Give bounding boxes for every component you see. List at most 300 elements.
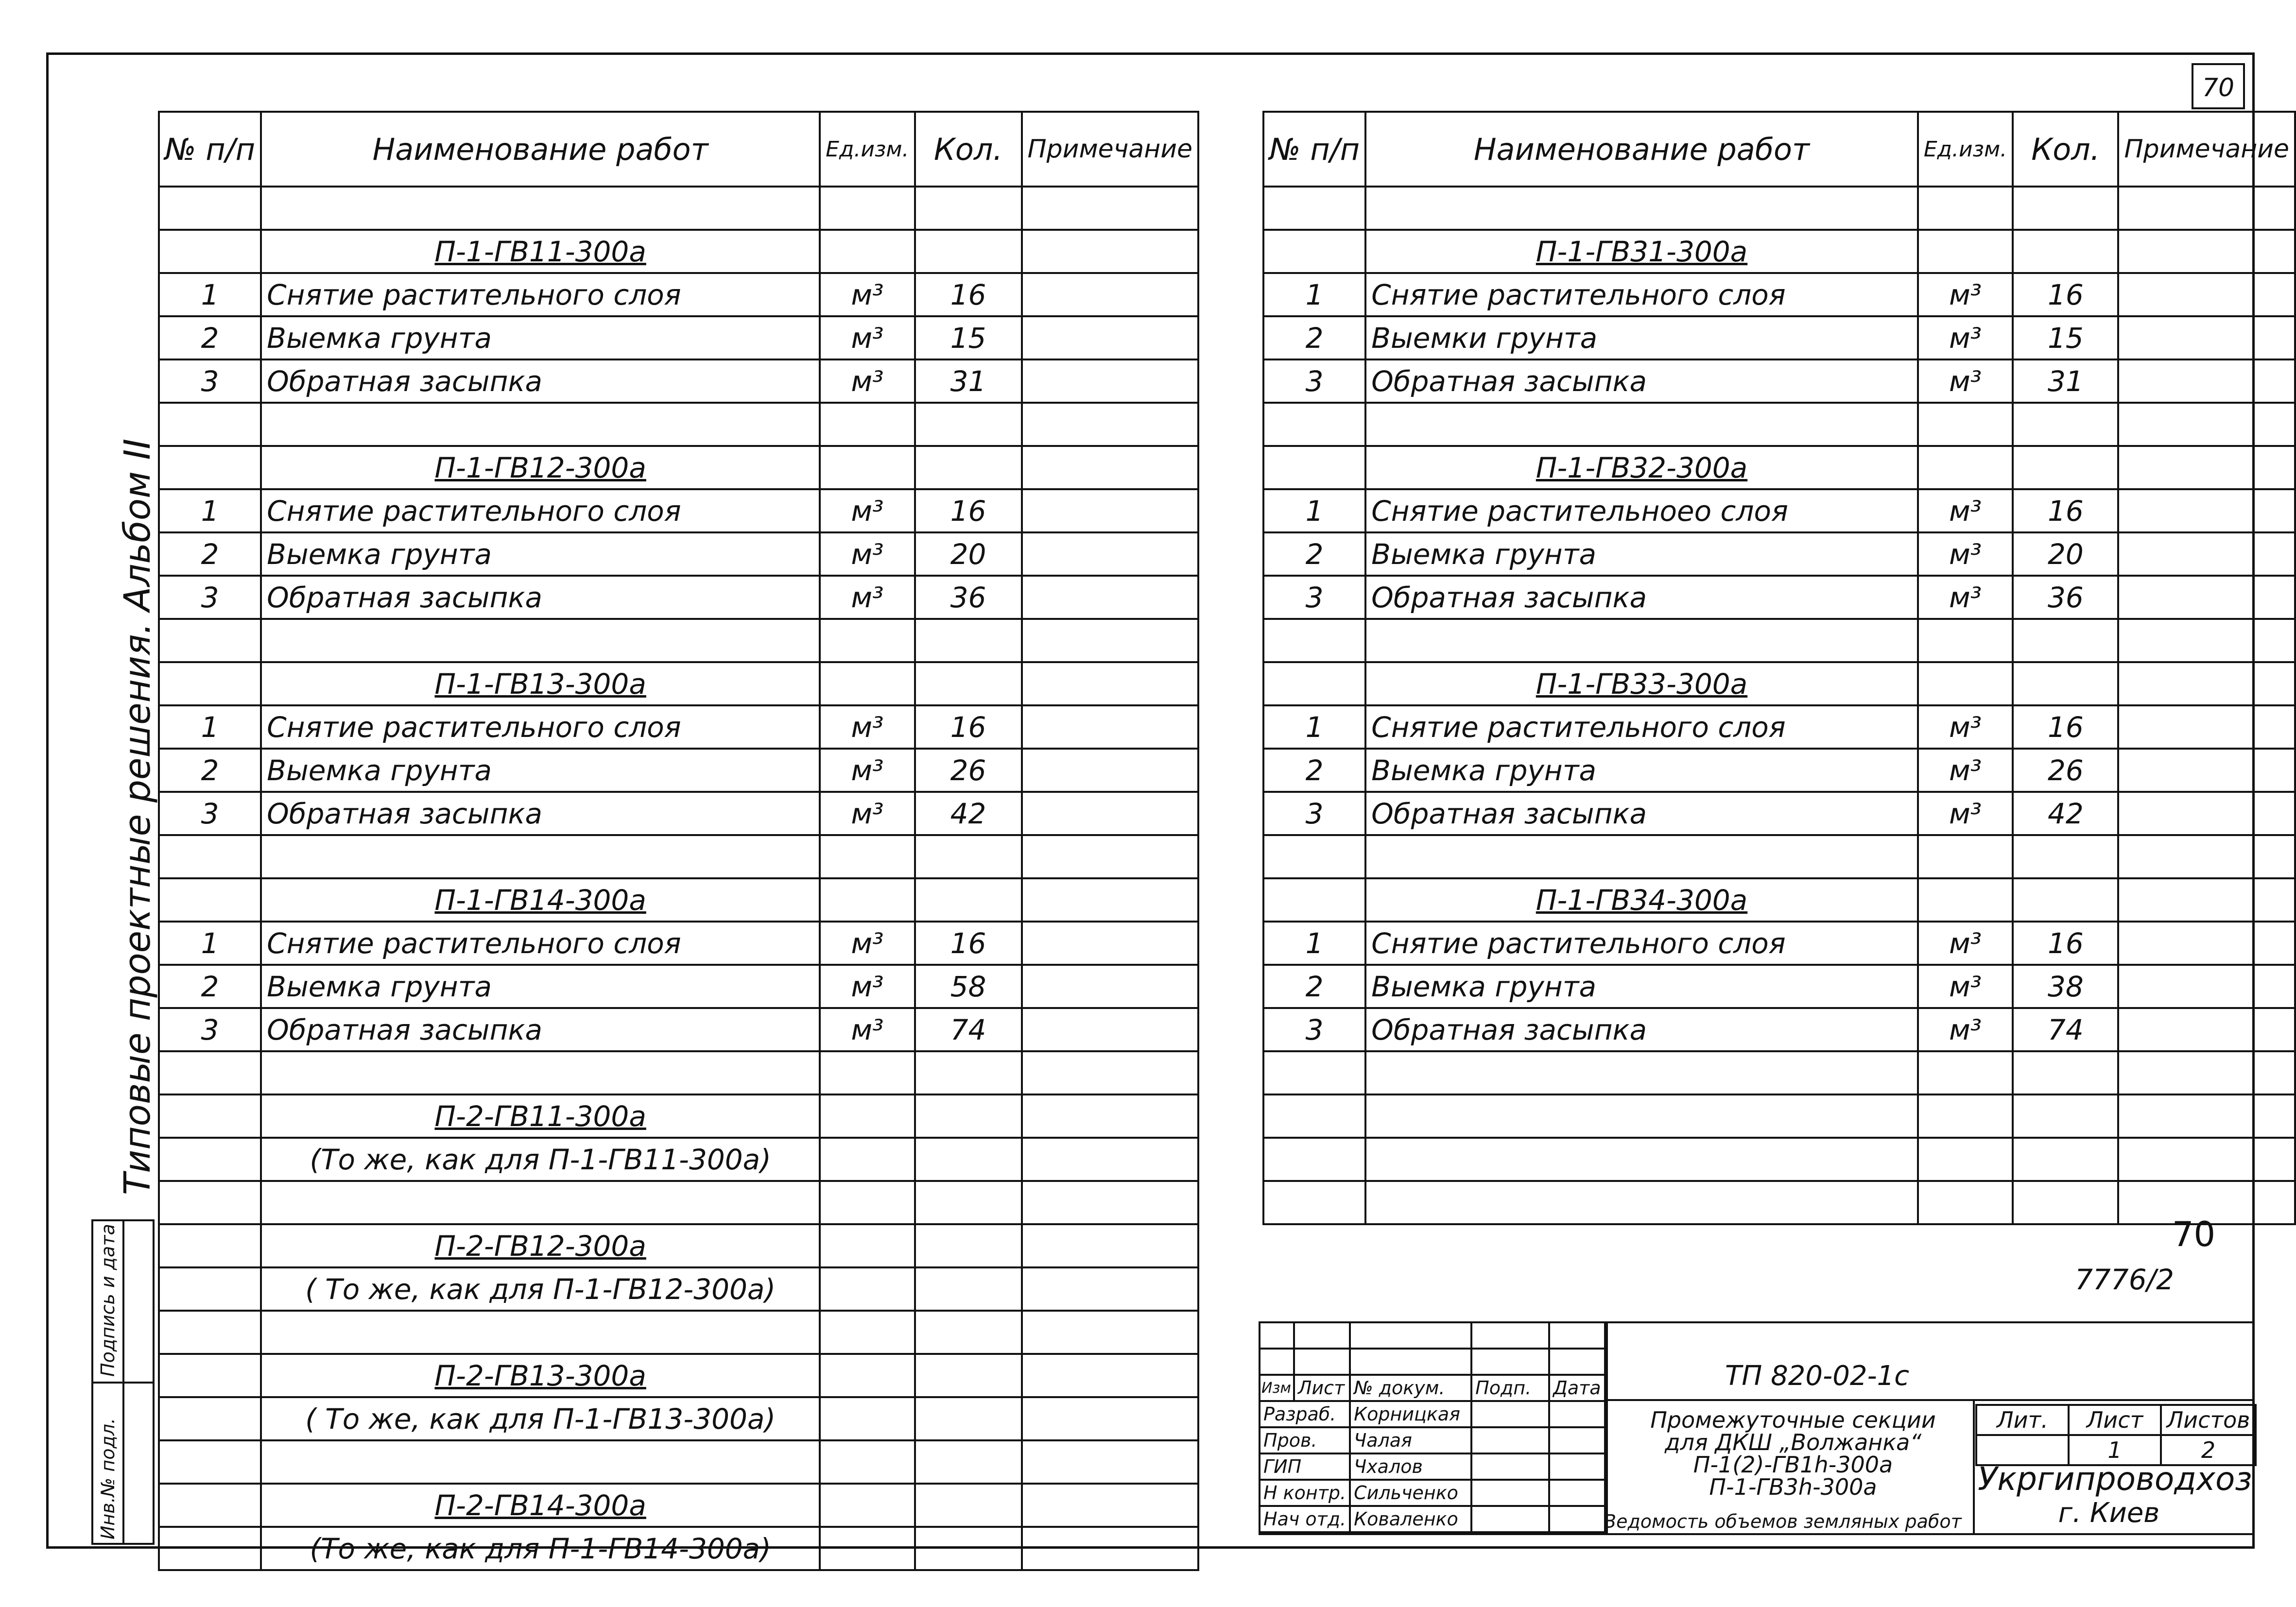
empty-cell [1365, 835, 1918, 878]
empty-cell [159, 1311, 261, 1354]
work-name: Выемка грунта [261, 965, 820, 1008]
quantity: 58 [915, 965, 1022, 1008]
empty-cell [915, 1397, 1022, 1440]
row-number: 1 [159, 489, 261, 532]
remark [1022, 1008, 1199, 1051]
empty-cell [1918, 835, 2013, 878]
empty-cell [2118, 835, 2295, 878]
title-line: Промежуточные секции [1650, 1407, 1936, 1433]
empty-cell [261, 1311, 820, 1354]
unit: м³ [820, 316, 915, 359]
empty-cell [1022, 1267, 1199, 1311]
signer-role: ГИП [1260, 1453, 1350, 1480]
empty-cell [915, 187, 1022, 230]
remark [2118, 576, 2295, 619]
work-name: Снятие растительноео слоя [1365, 489, 1918, 532]
empty-cell [159, 1181, 261, 1224]
empty-cell [261, 1440, 820, 1484]
work-name: Выемки грунта [1365, 316, 1918, 359]
empty-cell [915, 1224, 1022, 1267]
section-title-row [159, 1354, 1198, 1397]
empty-cell [1263, 835, 1365, 878]
quantity: 16 [915, 705, 1022, 749]
empty-cell [2118, 1138, 2295, 1181]
empty-cell [261, 403, 820, 446]
work-row [1263, 532, 2295, 576]
empty-cell [1918, 1138, 2013, 1181]
signer-name: Чхалов [1350, 1453, 1471, 1480]
empty-cell [915, 835, 1022, 878]
empty-cell [1918, 187, 2013, 230]
empty-cell [1022, 835, 1199, 878]
empty-cell [159, 1094, 261, 1138]
signer-role: Пров. [1260, 1427, 1350, 1453]
empty-cell [915, 403, 1022, 446]
section-title: П-1-ГВ13-300а [261, 662, 820, 705]
row-number: 2 [159, 316, 261, 359]
empty-row [159, 403, 1198, 446]
quantity: 74 [2013, 1008, 2118, 1051]
section-title: (То же, как для П-1-ГВ11-300а) [261, 1138, 820, 1181]
remark [2118, 792, 2295, 835]
empty-cell [2118, 662, 2295, 705]
unit: м³ [1918, 359, 2013, 403]
signer-row [1260, 1427, 1605, 1453]
remark [1022, 749, 1199, 792]
remark [1022, 576, 1199, 619]
title-block-signatures [1259, 1321, 1606, 1533]
empty-cell [1918, 619, 2013, 662]
section-title-row [159, 1484, 1198, 1527]
work-name: Обратная засыпка [1365, 359, 1918, 403]
empty-cell [820, 878, 915, 922]
work-name: Снятие растительного слоя [261, 922, 820, 965]
work-name: Выемка грунта [1365, 749, 1918, 792]
signer-name: Корницкая [1350, 1401, 1471, 1427]
unit: м³ [820, 273, 915, 316]
work-row [159, 965, 1198, 1008]
section-title: П-2-ГВ12-300а [261, 1224, 820, 1267]
row-number: 2 [159, 532, 261, 576]
empty-cell [1022, 662, 1199, 705]
empty-cell [820, 1181, 915, 1224]
sheet-label: Лист [2069, 1405, 2161, 1435]
row-number: 3 [1263, 1008, 1365, 1051]
empty-cell [2013, 835, 2118, 878]
remark [1022, 965, 1199, 1008]
empty-row [159, 1051, 1198, 1094]
unit: м³ [1918, 792, 2013, 835]
empty-cell [1022, 1094, 1199, 1138]
organization [1978, 1460, 2252, 1530]
empty-cell [1263, 187, 1365, 230]
empty-cell [1022, 1311, 1199, 1354]
col-sign: Подп. [1471, 1375, 1549, 1401]
empty-cell [820, 835, 915, 878]
empty-cell [915, 1311, 1022, 1354]
section-title-row [159, 1527, 1198, 1570]
section-title-row [159, 446, 1198, 489]
unit: м³ [1918, 922, 2013, 965]
signer-role: Н контр. [1260, 1480, 1350, 1506]
section-title: П-1-ГВ33-300а [1365, 662, 1918, 705]
remark [2118, 705, 2295, 749]
row-number: 2 [159, 749, 261, 792]
empty-row [1263, 619, 2295, 662]
empty-cell [1022, 878, 1199, 922]
work-row [159, 532, 1198, 576]
section-title: ( То же, как для П-1-ГВ13-300а) [261, 1397, 820, 1440]
title-block-header-row [1260, 1375, 1605, 1401]
section-title-row [1263, 230, 2295, 273]
work-row [159, 316, 1198, 359]
empty-cell [2013, 662, 2118, 705]
header-num: № п/п [159, 112, 261, 187]
work-row [1263, 792, 2295, 835]
empty-row [1263, 1094, 2295, 1138]
empty-cell [1365, 619, 1918, 662]
empty-cell [820, 403, 915, 446]
work-name: Снятие растительного слоя [261, 489, 820, 532]
empty-cell [159, 230, 261, 273]
section-title-row [1263, 878, 2295, 922]
work-row [159, 576, 1198, 619]
empty-cell [820, 662, 915, 705]
unit: м³ [1918, 705, 2013, 749]
quantity: 16 [2013, 489, 2118, 532]
col-date: Дата [1549, 1375, 1605, 1401]
work-name: Выемка грунта [261, 316, 820, 359]
empty-cell [820, 1138, 915, 1181]
section-title: П-1-ГВ12-300а [261, 446, 820, 489]
work-name: Выемка грунта [1365, 965, 1918, 1008]
section-title: ( То же, как для П-1-ГВ12-300а) [261, 1267, 820, 1311]
empty-cell [915, 1440, 1022, 1484]
work-row [159, 273, 1198, 316]
empty-cell [2013, 1181, 2118, 1224]
quantity: 31 [2013, 359, 2118, 403]
lit-label: Лит. [1976, 1405, 2069, 1435]
side-album-title: Типовые проектные решения. Альбом II [117, 438, 158, 1195]
empty-cell [159, 1527, 261, 1570]
unit: м³ [1918, 273, 2013, 316]
work-name: Обратная засыпка [1365, 792, 1918, 835]
remark [2118, 359, 2295, 403]
empty-cell [159, 1440, 261, 1484]
empty-cell [1918, 230, 2013, 273]
work-row [1263, 576, 2295, 619]
organization-name: Укргипроводхоз [1978, 1460, 2252, 1498]
work-name: Выемка грунта [261, 749, 820, 792]
section-title-row [159, 662, 1198, 705]
empty-row [159, 619, 1198, 662]
empty-cell [1365, 1138, 1918, 1181]
empty-cell [1263, 1138, 1365, 1181]
empty-cell [1263, 1181, 1365, 1224]
empty-cell [261, 1181, 820, 1224]
quantity: 36 [2013, 576, 2118, 619]
empty-cell [1263, 878, 1365, 922]
empty-cell [820, 1311, 915, 1354]
empty-cell [2013, 230, 2118, 273]
sheet-value: 1 [2069, 1435, 2161, 1465]
row-number: 3 [159, 1008, 261, 1051]
unit: м³ [820, 965, 915, 1008]
empty-cell [820, 1397, 915, 1440]
row-number: 1 [159, 922, 261, 965]
signer-role: Разраб. [1260, 1401, 1350, 1427]
empty-cell [2013, 187, 2118, 230]
quantity: 20 [915, 532, 1022, 576]
work-row [1263, 705, 2295, 749]
unit: м³ [820, 792, 915, 835]
quantity: 16 [915, 273, 1022, 316]
empty-cell [1918, 1181, 2013, 1224]
remark [1022, 532, 1199, 576]
section-title: П-1-ГВ11-300а [261, 230, 820, 273]
empty-cell [2013, 446, 2118, 489]
work-name: Снятие растительного слоя [1365, 273, 1918, 316]
header-remark: Примечание [1022, 112, 1199, 187]
section-title-row [1263, 662, 2295, 705]
empty-cell [820, 1527, 915, 1570]
work-name: Обратная засыпка [261, 1008, 820, 1051]
empty-cell [1022, 1440, 1199, 1484]
empty-cell [915, 1051, 1022, 1094]
empty-cell [2013, 1051, 2118, 1094]
empty-cell [915, 878, 1022, 922]
signer-name: Сильченко [1350, 1480, 1471, 1506]
empty-cell [915, 446, 1022, 489]
empty-row [159, 1440, 1198, 1484]
empty-cell [1022, 1397, 1199, 1440]
work-name: Выемка грунта [1365, 532, 1918, 576]
work-name: Обратная засыпка [261, 792, 820, 835]
unit: м³ [1918, 489, 2013, 532]
signer-row [1260, 1480, 1605, 1506]
empty-cell [1022, 1527, 1199, 1570]
quantity: 31 [915, 359, 1022, 403]
empty-cell [159, 1397, 261, 1440]
work-name: Выемка грунта [261, 532, 820, 576]
quantity: 26 [2013, 749, 2118, 792]
empty-cell [915, 230, 1022, 273]
signer-row [1260, 1401, 1605, 1427]
remark [1022, 792, 1199, 835]
left-signature-strip [91, 1219, 155, 1545]
strip-label-inventory: Инв.№ подл. [97, 1418, 119, 1539]
unit: м³ [1918, 965, 2013, 1008]
quantity: 16 [915, 489, 1022, 532]
header-num: № п/п [1263, 112, 1365, 187]
empty-cell [915, 1138, 1022, 1181]
row-number: 3 [159, 359, 261, 403]
work-row [159, 359, 1198, 403]
section-title-row [159, 230, 1198, 273]
empty-cell [915, 1094, 1022, 1138]
empty-cell [159, 878, 261, 922]
empty-cell [1365, 1051, 1918, 1094]
section-title: П-1-ГВ31-300а [1365, 230, 1918, 273]
work-name: Обратная засыпка [261, 359, 820, 403]
section-title: П-1-ГВ34-300а [1365, 878, 1918, 922]
empty-cell [1022, 1051, 1199, 1094]
section-title-row [159, 1094, 1198, 1138]
title-line: П-1(2)-ГВ1h-300а [1693, 1452, 1893, 1478]
work-row [159, 792, 1198, 835]
empty-cell [159, 835, 261, 878]
empty-cell [2118, 1094, 2295, 1138]
remark [2118, 1008, 2295, 1051]
empty-cell [820, 446, 915, 489]
header-name: Наименование работ [261, 112, 820, 187]
document-subtitle: Ведомость объемов земляных работ [1604, 1511, 1962, 1532]
empty-cell [1918, 662, 2013, 705]
work-row [1263, 489, 2295, 532]
empty-cell [1022, 1224, 1199, 1267]
quantity: 15 [915, 316, 1022, 359]
section-title: П-2-ГВ13-300а [261, 1354, 820, 1397]
row-number: 3 [1263, 359, 1365, 403]
remark [2118, 489, 2295, 532]
work-row [159, 489, 1198, 532]
unit: м³ [820, 489, 915, 532]
unit: м³ [820, 922, 915, 965]
header-name: Наименование работ [1365, 112, 1918, 187]
quantity: 16 [2013, 273, 2118, 316]
empty-cell [159, 619, 261, 662]
strip-divider [122, 1221, 126, 1543]
empty-cell [1022, 403, 1199, 446]
right-works-table [1262, 111, 2296, 1225]
work-name: Снятие растительного слоя [1365, 705, 1918, 749]
header-unit: Ед.изм. [1918, 112, 2013, 187]
empty-cell [1918, 403, 2013, 446]
unit: м³ [820, 359, 915, 403]
quantity: 16 [915, 922, 1022, 965]
header-qty: Кол. [915, 112, 1022, 187]
empty-cell [1263, 1094, 1365, 1138]
unit: м³ [1918, 749, 2013, 792]
remark [1022, 489, 1199, 532]
section-title: (То же, как для П-1-ГВ14-300а) [261, 1527, 820, 1570]
empty-cell [820, 1267, 915, 1311]
empty-cell [1263, 619, 1365, 662]
left-works-table [158, 111, 1199, 1571]
section-title-row [1263, 446, 2295, 489]
empty-cell [1365, 187, 1918, 230]
col-izm: Изм [1260, 1375, 1294, 1401]
empty-cell [261, 1051, 820, 1094]
empty-cell [915, 1181, 1022, 1224]
empty-cell [915, 1484, 1022, 1527]
empty-cell [820, 1051, 915, 1094]
work-row [1263, 1008, 2295, 1051]
empty-row [1263, 403, 2295, 446]
empty-cell [2118, 446, 2295, 489]
empty-cell [2013, 1094, 2118, 1138]
empty-cell [1365, 1094, 1918, 1138]
empty-cell [261, 835, 820, 878]
unit: м³ [820, 576, 915, 619]
work-name: Снятие растительного слоя [261, 273, 820, 316]
work-name: Обратная засыпка [261, 576, 820, 619]
title-line: для ДКШ „Волжанка“ [1664, 1429, 1922, 1455]
empty-cell [2118, 1051, 2295, 1094]
work-row [1263, 316, 2295, 359]
work-row [1263, 965, 2295, 1008]
empty-cell [1263, 403, 1365, 446]
empty-cell [2013, 403, 2118, 446]
row-number: 3 [1263, 792, 1365, 835]
section-title-row [159, 1267, 1198, 1311]
empty-cell [2118, 878, 2295, 922]
row-number: 1 [1263, 922, 1365, 965]
empty-cell [159, 1484, 261, 1527]
empty-cell [1918, 446, 2013, 489]
empty-row [1263, 1051, 2295, 1094]
empty-row [159, 187, 1198, 230]
row-number: 3 [159, 576, 261, 619]
section-title-row [159, 1138, 1198, 1181]
col-list: Лист [1294, 1375, 1350, 1401]
work-name: Снятие растительного слоя [261, 705, 820, 749]
sheets-label: Листов [2161, 1405, 2256, 1435]
remark [2118, 749, 2295, 792]
title-block-divider [1606, 1321, 1608, 1535]
empty-cell [820, 1094, 915, 1138]
empty-cell [915, 619, 1022, 662]
col-doc: № докум. [1350, 1375, 1471, 1401]
empty-row [1263, 835, 2295, 878]
row-number: 2 [1263, 965, 1365, 1008]
section-title-row [159, 1224, 1198, 1267]
unit: м³ [1918, 532, 2013, 576]
remark [2118, 273, 2295, 316]
header-unit: Ед.изм. [820, 112, 915, 187]
section-title: П-1-ГВ14-300а [261, 878, 820, 922]
empty-cell [159, 1138, 261, 1181]
work-row [159, 1008, 1198, 1051]
section-title: П-2-ГВ11-300а [261, 1094, 820, 1138]
empty-cell [1022, 187, 1199, 230]
empty-cell [820, 619, 915, 662]
empty-cell [1263, 1051, 1365, 1094]
empty-cell [1022, 1354, 1199, 1397]
empty-cell [1022, 446, 1199, 489]
sheets-value: 2 [2161, 1435, 2256, 1465]
header-remark: Примечание [2118, 112, 2295, 187]
empty-cell [915, 1527, 1022, 1570]
empty-cell [1365, 403, 1918, 446]
work-row [159, 922, 1198, 965]
unit: м³ [820, 532, 915, 576]
unit: м³ [820, 705, 915, 749]
empty-cell [159, 1354, 261, 1397]
work-row [1263, 273, 2295, 316]
remark [1022, 273, 1199, 316]
row-number: 1 [159, 705, 261, 749]
row-number: 3 [1263, 576, 1365, 619]
signer-role: Нач отд. [1260, 1506, 1350, 1532]
work-name: Обратная засыпка [1365, 576, 1918, 619]
empty-cell [159, 662, 261, 705]
remark [2118, 965, 2295, 1008]
empty-cell [1263, 446, 1365, 489]
row-number: 1 [1263, 489, 1365, 532]
empty-row [159, 1311, 1198, 1354]
empty-cell [1022, 230, 1199, 273]
